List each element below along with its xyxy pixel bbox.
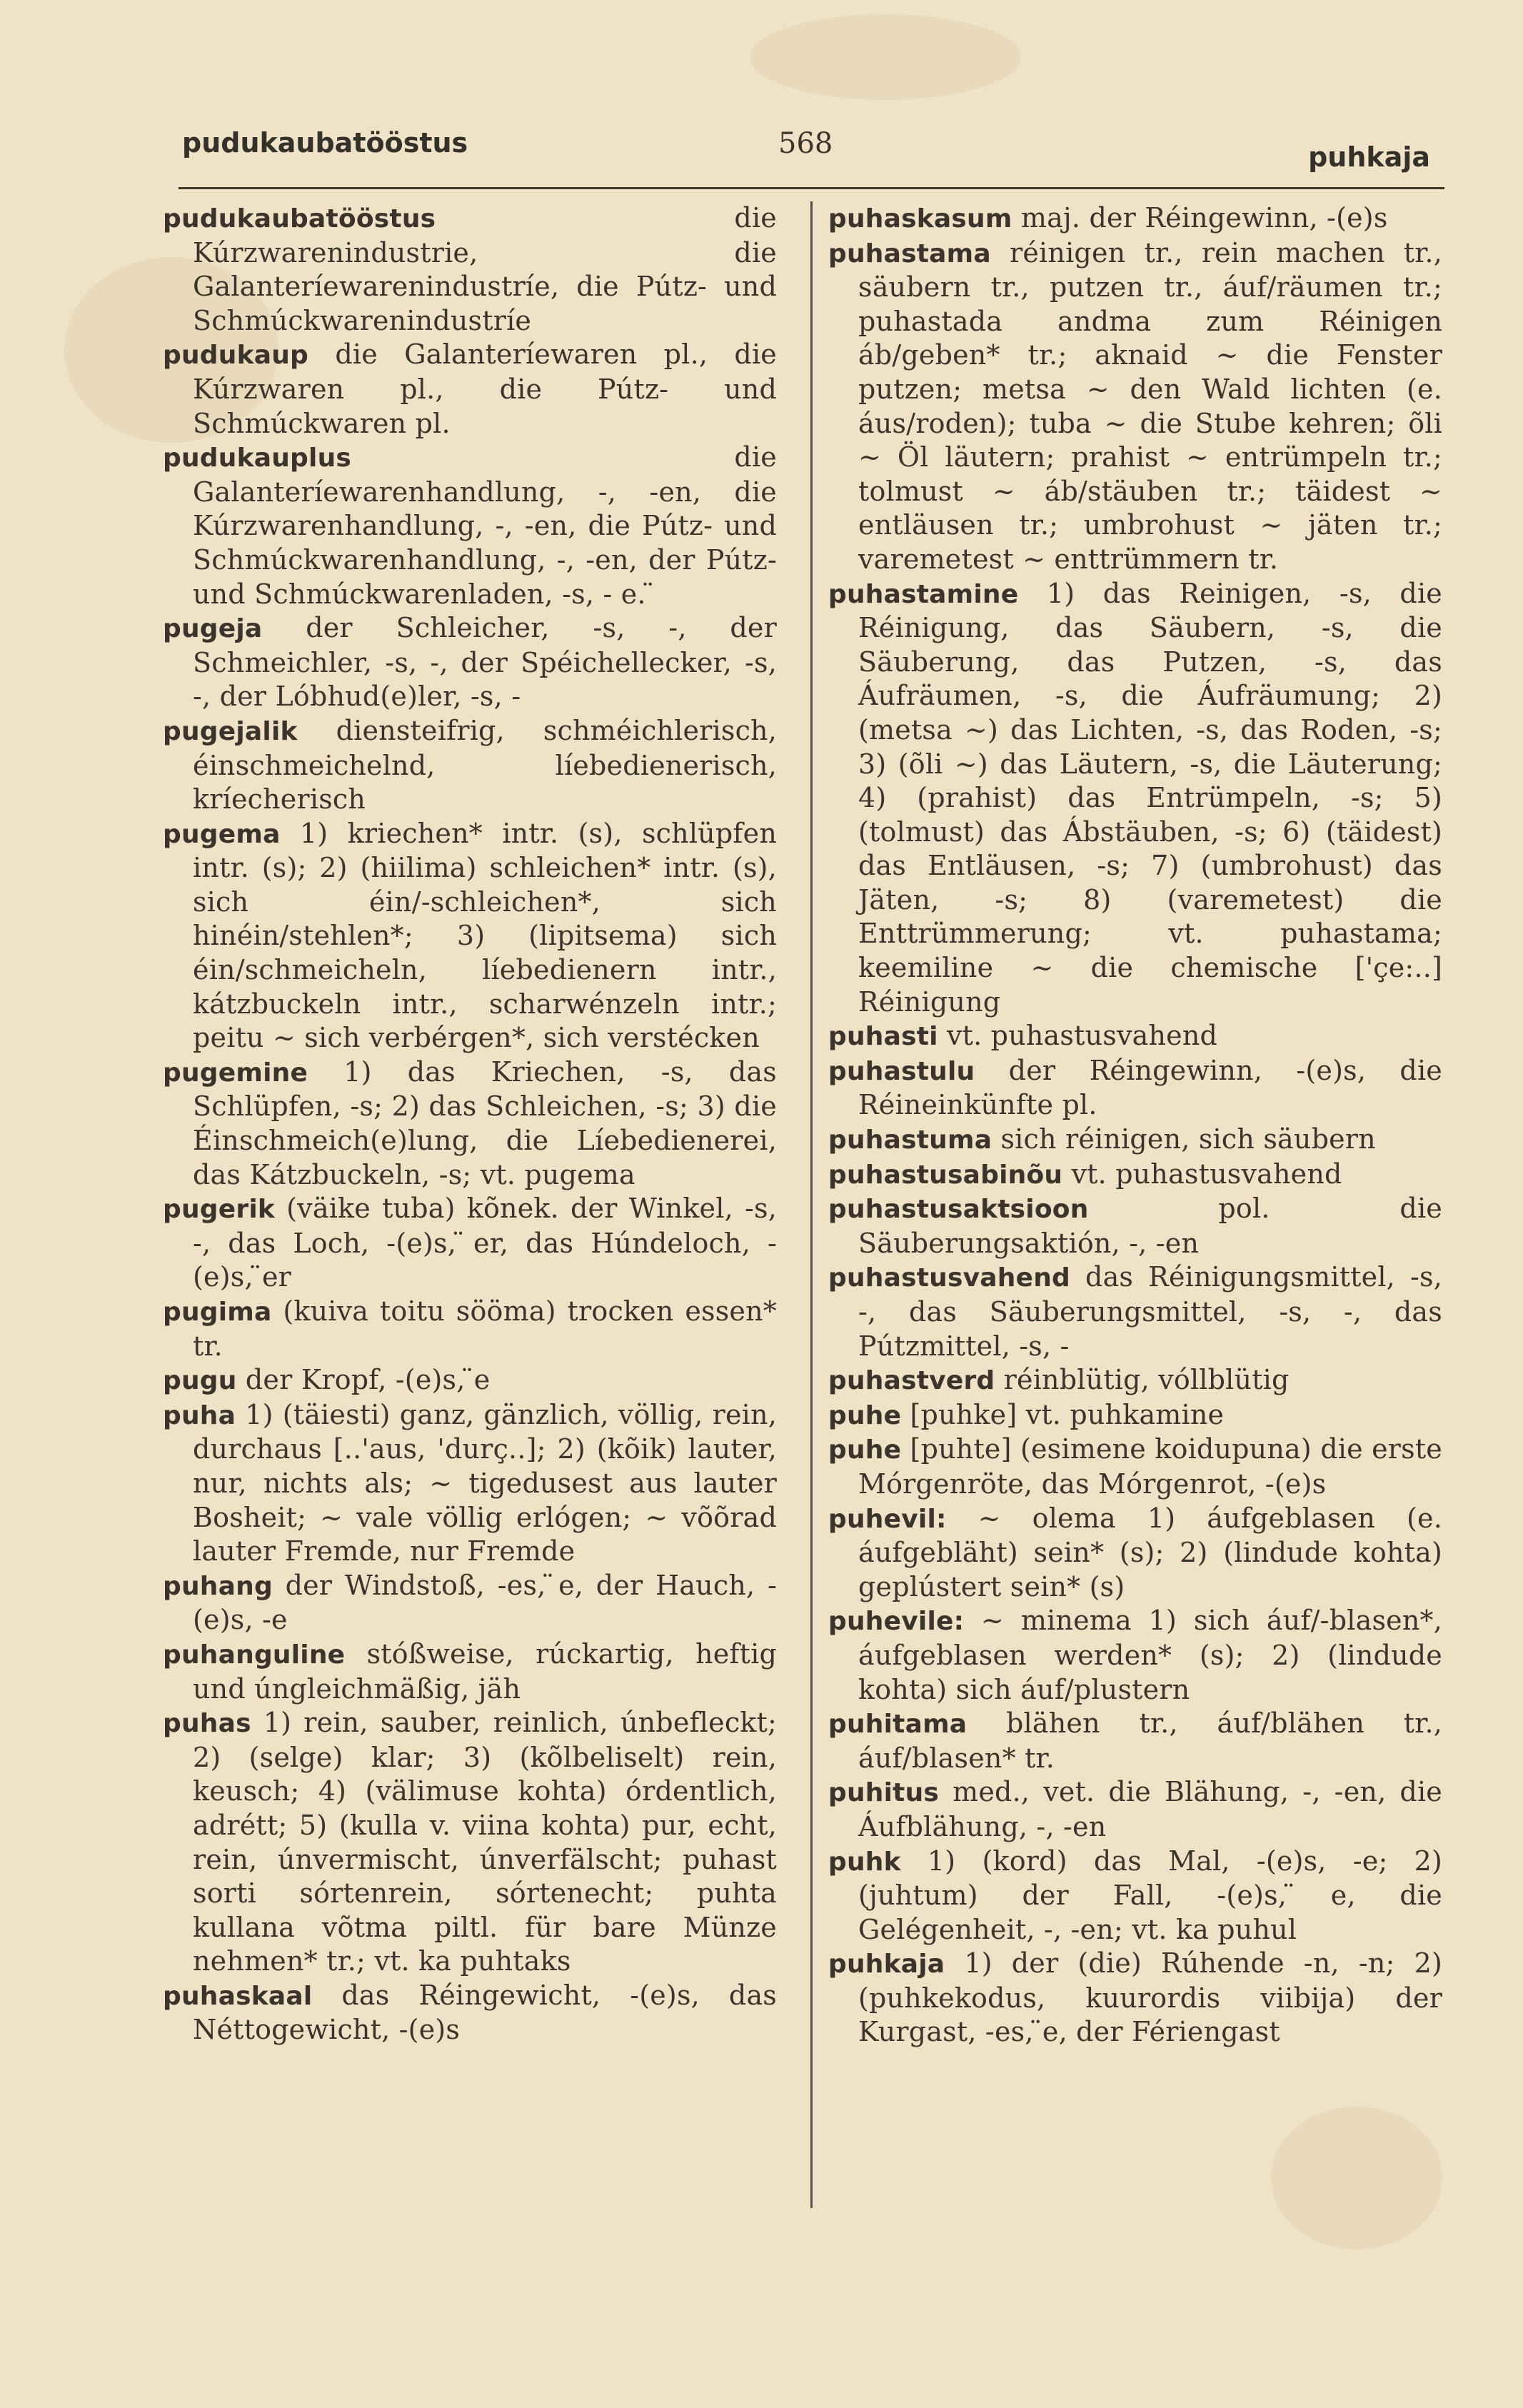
entry-headword: puha <box>163 1400 236 1430</box>
dictionary-entry <box>163 1979 777 2047</box>
entry-definition: diensteifrig, schméichlerisch, éinschmeichelnd, líebedienerisch, kríecherisch <box>193 714 777 816</box>
entry-headword: puhevil: <box>828 1504 947 1534</box>
dictionary-entry <box>828 236 1442 577</box>
entry-headword: puhastverd <box>828 1366 995 1396</box>
dictionary-entry <box>163 338 777 441</box>
entry-definition: ~ minema 1) sich áuf/-blasen*, áufgeblasen werden* (s); 2) (lindude kohta) sich áuf/plustern <box>858 1605 1442 1705</box>
entry-headword: pugerik <box>163 1195 276 1225</box>
dictionary-entry <box>163 1192 777 1295</box>
dictionary-entry <box>163 611 777 714</box>
dictionary-entry <box>163 817 777 1055</box>
entry-headword: pudukaup <box>163 341 309 371</box>
entry-definition: maj. der Réingewinn, -(e)s <box>1012 202 1388 234</box>
dictionary-entry <box>163 1398 777 1569</box>
entry-definition: der Schleicher, -s, -, der Schmeichler, -s, -, der Spéichellecker, -s, -, der Lóbhud(e)ler, -s, - <box>193 612 777 713</box>
entry-headword: puhastusabinõu <box>828 1160 1063 1190</box>
entry-headword: pugejalik <box>163 716 298 746</box>
entry-headword: puhang <box>163 1571 273 1601</box>
dictionary-entry <box>163 714 777 817</box>
entry-definition: 1) (kord) das Mal, -(e)s, -e; 2) (juhtum) der Fall, -(e)s, ̈e, die Gelégenheit, -, -en; vt. ka puhul <box>858 1845 1442 1945</box>
dictionary-entry <box>163 1706 777 1979</box>
entry-headword: puhk <box>828 1847 901 1877</box>
dictionary-entry <box>163 1363 777 1398</box>
entry-definition: réinblütig, vóllblütig <box>995 1364 1290 1396</box>
entry-headword: puhastuma <box>828 1125 992 1155</box>
entry-headword: puhastulu <box>828 1056 975 1086</box>
entry-headword: pugu <box>163 1366 237 1396</box>
dictionary-entry <box>163 201 777 338</box>
entry-definition: réinigen tr., rein machen tr., säubern tr., putzen tr., áuf/räumen tr.; puhastada andma zum Réinigen áb/geben* tr.; aknaid ~ die Fenster putzen; metsa ~ den Wald lichten (e. áus/roden); tuba ~ die Stube kehren; õli ~ Öl läutern; prahist ~ entrümpeln tr.; tolmust ~ áb/stäuben tr.; täidest ~ entläusen tr.; umbrohust ~ jäten tr.; varemetest ~ enttrümmern tr. <box>858 236 1442 575</box>
entry-headword: pugema <box>163 819 281 849</box>
entry-definition: [puhte] (esimene koidupuna) die erste Mórgenröte, das Mórgenrot, -(e)s <box>858 1433 1442 1500</box>
dictionary-entry <box>828 1363 1442 1398</box>
entry-headword: puhanguline <box>163 1640 346 1670</box>
entry-headword: pudukaubatööstus <box>163 204 436 234</box>
entry-definition: 1) kriechen* intr. (s), schlüpfen intr. (s); 2) (hiilima) schleichen* intr. (s), sich éin/-schleichen*, sich hinéin/stehlen*; 3) (lipitsema) sich éin/schmeicheln, líebedienern intr., kátzbuckeln intr., scharwénzeln intr.; peitu ~ sich verbérgen*, sich verstécken <box>193 817 777 1054</box>
dictionary-entry <box>163 1569 777 1637</box>
entry-headword: puhe <box>828 1435 902 1465</box>
dictionary-entry <box>828 1054 1442 1123</box>
entry-headword: puhitus <box>828 1778 940 1808</box>
header-right-guideword: puhkaja <box>1308 141 1430 173</box>
dictionary-entry <box>828 1707 1442 1775</box>
entry-definition: die Kúrzwarenindustrie, die Galanteríewarenindustríe, die Pútz- und Schmúckwarenindustríe <box>193 202 777 336</box>
entry-headword: puhasti <box>828 1022 938 1052</box>
entry-definition: ~ olema 1) áufgeblasen (e. áufgebläht) sein* (s); 2) (lindude kohta) geplústert sein* (s) <box>858 1502 1442 1602</box>
entry-headword: puhastusaktsioon <box>828 1195 1089 1225</box>
dictionary-entry <box>163 1637 777 1706</box>
entry-definition: das Réingewicht, -(e)s, das Néttogewicht, -(e)s <box>193 1979 777 2046</box>
entry-definition: stóßweise, rúckartig, heftig und úngleichmäßig, jäh <box>193 1637 777 1705</box>
entry-headword: pugima <box>163 1298 272 1327</box>
entry-definition: 1) das Reinigen, -s, die Réinigung, das Säubern, -s, die Säuberung, das Putzen, -s, das Áufräumen, -s, die Áufräumung; 2) (metsa ~) das Lichten, -s, das Roden, -s; 3) (õli ~) das Läutern, -s, die Läuterung; 4) (prahist) das Entrümpeln, -s; 5) (tolmust) das Ábstäuben, -s; 6) (täidest) das Entläusen, -s; 7) (umbrohust) das Jäten, -s; 8) (varemetest) die Enttrümmerung; vt. puhastama; keemiline ~ die chemische ['çe:..] Réinigung <box>858 577 1442 1018</box>
entry-headword: puhaskasum <box>828 204 1012 234</box>
dictionary-entry <box>828 1947 1442 2050</box>
dictionary-entry <box>828 1398 1442 1433</box>
running-header <box>182 127 1430 173</box>
dictionary-entry <box>828 1604 1442 1707</box>
entry-definition: blähen tr., áuf/blähen tr., áuf/blasen* tr. <box>858 1707 1442 1774</box>
entry-definition: die Galanteríewarenhandlung, -, -en, die Kúrzwarenhandlung, -, -en, die Pútz- und Schmúckwarenhandlung, -, -en, der Pútz- und Schmúckwarenladen, -s, - e. ̈ <box>193 441 777 610</box>
entry-definition: 1) das Kriechen, -s, das Schlüpfen, -s; 2) das Schleichen, -s; 3) die Éinschmeich(e)lung, die Líebedienerei, das Kátzbuckeln, -s; vt. pugema <box>193 1055 777 1190</box>
entry-headword: puhe <box>828 1400 902 1430</box>
entry-definition: 1) der (die) Rúhende -n, -n; 2) (puhkekodus, kuurordis viibija) der Kurgast, -es, ̈e, der Fériengast <box>858 1947 1442 2048</box>
entry-headword: pugemine <box>163 1058 308 1088</box>
entry-headword: puhkaja <box>828 1950 945 1980</box>
page-number: 568 <box>778 127 833 160</box>
entry-definition: der Kropf, -(e)s, ̈e <box>236 1364 491 1396</box>
entry-definition: das Réinigungsmittel, -s, -, das Säuberungsmittel, -s, -, das Pútzmittel, -s, - <box>858 1261 1442 1362</box>
entry-definition: 1) rein, sauber, reinlich, únbefleckt; 2) (selge) klar; 3) (kõlbeliselt) rein, keusch; 4) (välimuse kohta) órdentlich, adrétt; 5) (kulla v. viina kohta) pur, echt, rein, únvermischt, únverfälscht; puhast sorti sórtenrein, sórtenecht; puhta kullana võtma piltl. für bare Münze nehmen* tr.; vt. ka puhtaks <box>193 1707 777 1977</box>
entry-headword: pudukauplus <box>163 443 352 473</box>
dictionary-entry <box>828 577 1442 1020</box>
entry-headword: puhevile: <box>828 1607 965 1637</box>
dictionary-entry <box>828 1123 1442 1158</box>
entry-headword: puhastamine <box>828 579 1019 609</box>
right-column <box>810 201 1442 2208</box>
dictionary-entry <box>828 1502 1442 1605</box>
dictionary-entry <box>163 441 777 611</box>
entry-headword: puhastusvahend <box>828 1263 1071 1293</box>
dictionary-entry <box>828 1433 1442 1501</box>
entry-headword: puhastama <box>828 239 991 269</box>
entry-definition: [puhke] vt. puhkamine <box>901 1398 1225 1430</box>
dictionary-entry <box>828 1260 1442 1363</box>
entry-definition: 1) (täiesti) ganz, gänzlich, völlig, rein, durchaus [..'aus, 'durç..]; 2) (kõik) lauter, nur, nichts als; ~ tigedusest aus lauter Bosheit; ~ vale völlig erlógen; ~ võõrad lauter Fremde, nur Fremde <box>193 1398 777 1567</box>
entry-definition: die Galanteríewaren pl., die Kúrzwaren pl., die Pútz- und Schmúckwaren pl. <box>193 338 777 439</box>
entry-definition: pol. die Säuberungsaktión, -, -en <box>858 1193 1442 1259</box>
entry-definition: sich réinigen, sich säubern <box>992 1123 1376 1155</box>
dictionary-entry <box>163 1295 777 1363</box>
entry-definition: vt. puhastusvahend <box>938 1020 1218 1052</box>
entry-definition: (väike tuba) kõnek. der Winkel, -s, -, das Loch, -(e)s, ̈er, das Húndeloch, -(e)s, ̈er <box>193 1193 777 1293</box>
dictionary-entry <box>828 1019 1442 1054</box>
entry-definition: der Réingewinn, -(e)s, die Réineinkünfte pl. <box>858 1054 1442 1121</box>
dictionary-entry <box>828 1158 1442 1193</box>
entry-headword: pugeja <box>163 614 263 644</box>
entry-headword: puhas <box>163 1709 251 1739</box>
left-column <box>163 201 777 2047</box>
paper-stain <box>750 14 1021 100</box>
entry-definition: vt. puhastusvahend <box>1062 1158 1342 1190</box>
header-rule <box>179 187 1444 189</box>
dictionary-entry <box>163 1055 777 1192</box>
dictionary-entry <box>828 1192 1442 1260</box>
header-left-guideword: pudukaubatööstus <box>182 127 468 159</box>
entry-headword: puhitama <box>828 1710 967 1740</box>
dictionary-entry <box>828 1775 1442 1844</box>
entry-headword: puhaskaal <box>163 1981 313 2011</box>
entry-definition: med., vet. die Blähung, -, -en, die Áufblähung, -, -en <box>858 1776 1442 1842</box>
entry-definition: der Windstoß, -es, ̈e, der Hauch, -(e)s, -e <box>193 1569 777 1636</box>
dictionary-entry <box>828 201 1442 236</box>
entry-definition: (kuiva toitu sööma) trocken essen* tr. <box>193 1295 777 1362</box>
dictionary-entry <box>828 1845 1442 1947</box>
